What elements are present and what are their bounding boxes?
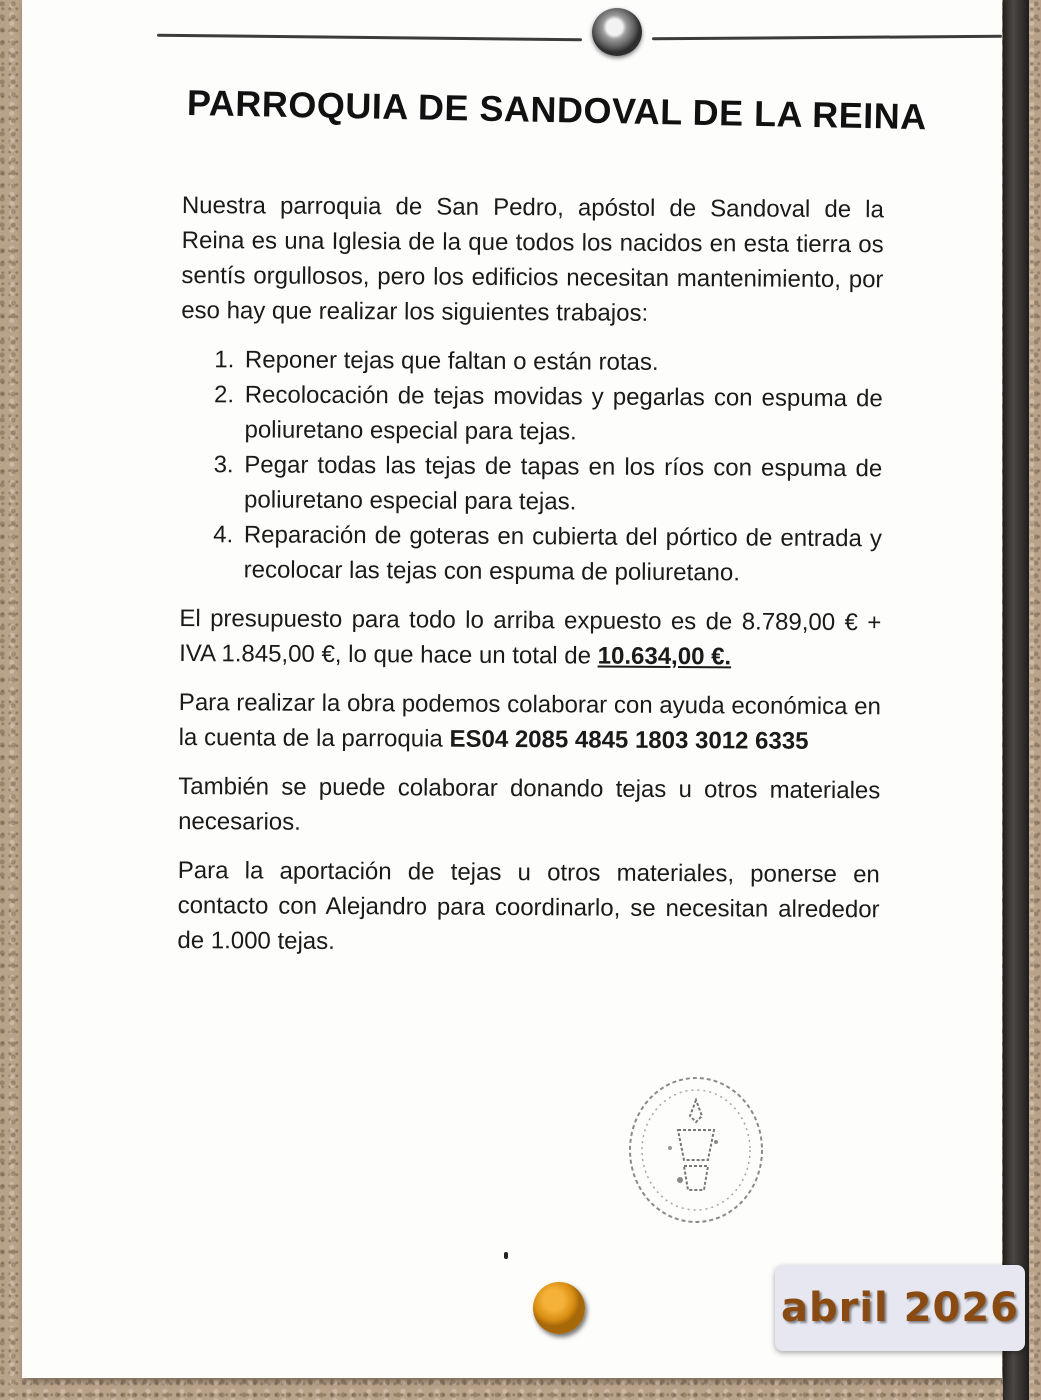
tape-line-right — [652, 35, 1002, 40]
donation-text: Para realizar la obra podemos colaborar con ayuda económica en la cuenta de la parroquia — [178, 688, 881, 753]
contact-paragraph: Para la aportación de tejas u otros materiales, ponerse en contacto con Alejandro para coordinarlo, se necesitan alrededor de 1.000 tejas. — [177, 856, 880, 955]
notice-title: PARROQUIA DE SANDOVAL DE LA REINA — [186, 82, 928, 138]
bank-account-number: ES04 2085 4845 1803 3012 6335 — [449, 725, 809, 755]
pushpin-bottom-icon — [533, 1282, 585, 1334]
work-item: 2. Recolocación de tejas movidas y pegarlas con espuma de poliuretano especial para tejas. — [240, 377, 882, 451]
budget-text: El presupuesto para todo lo arriba expuesto es de 8.789,00 € + IVA 1.845,00 €, lo que hace un total de — [179, 604, 882, 670]
pushpin-top-icon — [592, 8, 642, 56]
donation-paragraph — [179, 685, 881, 759]
date-badge — [775, 1265, 1025, 1351]
parish-seal-icon — [620, 1070, 772, 1230]
work-item: 4. Reparación de goteras en cubierta del pórtico de entrada y recolocar las tejas con espuma de poliuretano. — [240, 517, 882, 591]
ink-dot — [504, 1252, 508, 1259]
materials-paragraph: También se puede colaborar donando tejas u otros materiales necesarios. — [178, 772, 881, 836]
tape-line-left — [157, 34, 582, 41]
work-item: 1. Reponer tejas que faltan o están rotas. — [241, 342, 883, 381]
wall-frame-edge — [1003, 0, 1029, 1400]
works-list — [180, 342, 883, 591]
date-label: abril 2026 — [780, 1285, 1020, 1331]
intro-paragraph: Nuestra parroquia de San Pedro, apóstol de Sandoval de la Reina es una Iglesia de la que todos los nacidos en esta tierra os sentís orgullosos, pero los edificios necesitan mantenimiento, por eso hay que realizar los siguientes trabajos: — [181, 191, 884, 327]
budget-total: 10.634,00 €. — [597, 642, 732, 671]
work-item: 3. Pegar todas las tejas de tapas en los ríos con espuma de poliuretano especial para tejas. — [240, 447, 882, 521]
notice-paper — [22, 0, 1002, 1378]
notice-body — [177, 188, 884, 976]
budget-paragraph — [179, 601, 881, 675]
